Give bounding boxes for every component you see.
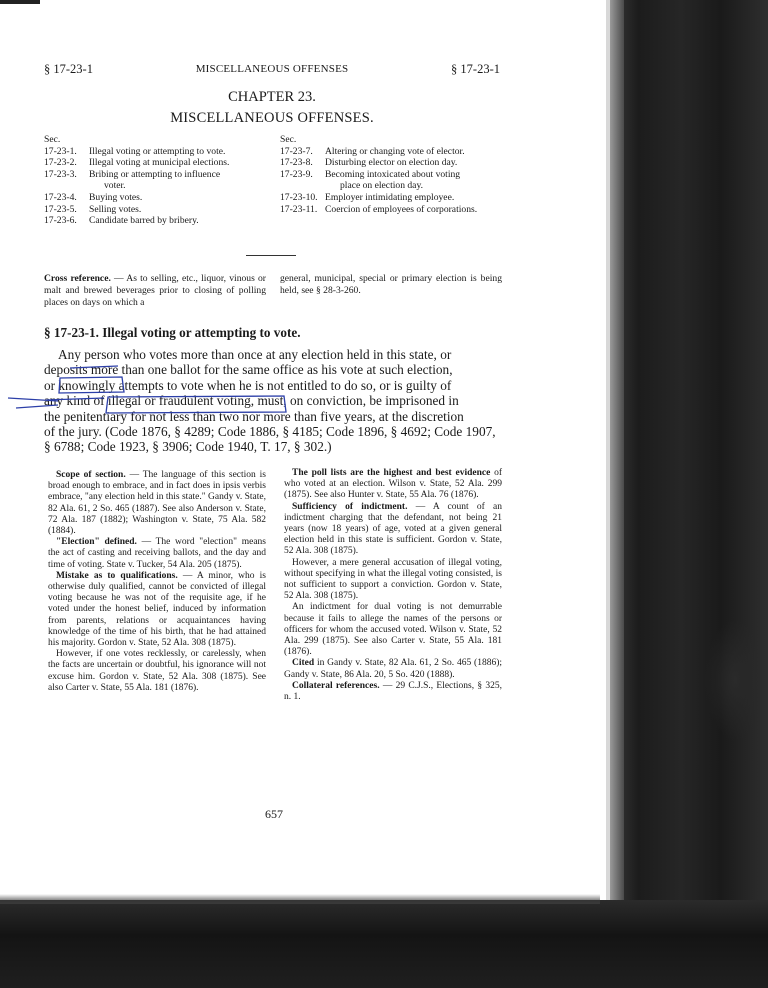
toc-entry-number: 17-23-6. (44, 215, 77, 227)
annotation-heading: Mistake as to qualifications. (56, 570, 178, 581)
toc-entry-title: Coercion of employees of corporations. (325, 203, 478, 215)
annotation-text: However, if one votes recklessly, or carelessly, when the facts are uncertain or doubtful, his ignorance will not excuse him. Gordon v. State, 52 Ala. 308 (1875). See also Carter v. State, 55 Ala. 181 (1876). (48, 649, 266, 693)
toc-entry-number: 17-23-2. (44, 157, 77, 169)
statute-line: any kind of illegal or fraudulent voting, must, on conviction, be imprisoned in (44, 393, 459, 409)
toc-entry-number: 17-23-1. (44, 145, 77, 157)
annotation-text: An indictment for dual voting is not demurrable because it fails to allege the names of the persons or officers for whom the accused voted. Wilson v. State, 52 Ala. 299 (1875). See also Carter v. State, 55 Ala. 181 (1876). (284, 602, 502, 658)
annotation-text: — A minor, who is otherwise duly qualified, cannot be convicted of illegal voting because he was not of the requisite age, if he voted under the honest belief, induced by information from parents, relations or acquaintances having knowledge of the time of his birth, that he had attained his majority. Gordon v. State, 52 Ala. 308 (1875). (48, 570, 266, 649)
section-heading: § 17-23-1. Illegal voting or attempting to vote. (44, 325, 301, 340)
statute-line: the penitentiary for not less than two nor more than five years, at the discretion (44, 408, 464, 424)
annotation-text: — 29 C.J.S., Elections, § 325, n. 1. (284, 680, 502, 703)
annotation-paragraph (48, 649, 266, 694)
cross-reference-label: Cross reference. (44, 273, 111, 284)
running-head-left: § 17-23-1 (44, 62, 93, 76)
annotation-paragraph (284, 602, 502, 658)
chapter-title: MISCELLANEOUS OFFENSES. (170, 110, 374, 126)
toc-entry-number: 17-23-8. (280, 157, 313, 169)
annotation-text: — The language of this section is broad enough to embrace, and in fact does in ipsis verbis embrace, "any election held in this state." Gandy v. State, 82 Ala. 61, 2 So. 465 (1887). See also Anderson v. State, 72 Ala. 187 (1882); Washington v. State, 75 Ala. 582 (1884). (48, 470, 266, 537)
toc-entry-continuation: voter. (104, 180, 126, 192)
toc-entry-number: 17-23-10. (280, 191, 318, 203)
annotation-heading: Collateral references. (292, 680, 380, 691)
toc-entry-continuation: place on election day. (340, 180, 424, 192)
annotation-paragraph (284, 468, 502, 502)
annotation-text: in Gandy v. State, 82 Ala. 61, 2 So. 465 (1886); Gandy v. State, 86 Ala. 20, 5 So. 420 (1888). (284, 658, 502, 680)
running-head-right: § 17-23-1 (451, 62, 500, 76)
toc-entry-title: Illegal voting at municipal elections. (89, 157, 230, 169)
scan-artifact-bottom (0, 900, 768, 988)
annotation-text: of who voted at an election. Wilson v. State, 52 Ala. 299 (1875). See also Hunter v. State, 55 Ala. 76 (1876). (284, 468, 502, 501)
annotation-paragraph (284, 681, 502, 703)
toc-entry-title: Altering or changing vote of elector. (325, 145, 465, 157)
annotation-heading: Sufficiency of indictment. (292, 501, 408, 512)
toc-entry-title: Illegal voting or attempting to vote. (89, 145, 226, 157)
annotation-text: — A count of an indictment charging that the defendant, not being 21 years (now 18 years) of age, voted at a given general election held in this state is sufficient. Gordon v. State, 52 Ala. 308 (1875). (284, 501, 502, 557)
toc-right-header: Sec. (280, 134, 297, 145)
annotation-heading: "Election" defined. (56, 537, 137, 548)
toc-entry-number: 17-23-3. (44, 168, 77, 180)
annotation-paragraph (284, 502, 502, 558)
pen-strike-any-kind (46, 398, 104, 400)
annotation-heading: Scope of section. (56, 470, 126, 480)
toc-entry-number: 17-23-11. (280, 203, 318, 215)
toc-entry-title: Bribing or attempting to influence (89, 168, 221, 180)
handwritten-annotation (0, 0, 606, 440)
chapter-number: CHAPTER 23. (228, 89, 316, 105)
statute-line: Any person who votes more than once at any election held in this state, or (58, 347, 452, 362)
cross-reference-text-right: general, municipal, special or primary election is being held, see § 28-3-260. (280, 273, 502, 296)
toc-entry-title: Candidate barred by bribery. (89, 215, 199, 227)
toc-entry-title: Buying votes. (89, 191, 143, 203)
annotation-text: — The word "election" means the act of casting and receiving ballots, and the day and time of voting. State v. Tucker, 54 Ala. 205 (1875). (48, 537, 266, 570)
pen-strike-deposits (70, 366, 118, 368)
annotation-heading: Cited (292, 658, 315, 669)
annotation-paragraph (284, 558, 502, 603)
scan-artifact-right (610, 0, 768, 988)
annotation-notes-left (48, 470, 266, 694)
toc-entry-number: 17-23-7. (280, 145, 313, 157)
pen-box-fraudulent (106, 396, 286, 413)
pen-box-knowingly (59, 377, 124, 393)
toc-left-header: Sec. (44, 134, 61, 145)
running-head-center: MISCELLANEOUS OFFENSES (195, 63, 349, 75)
toc-entry-number: 17-23-9. (280, 168, 313, 180)
toc-entry-title: Selling votes. (89, 203, 142, 215)
toc-entry-number: 17-23-4. (44, 191, 77, 203)
toc-entry-number: 17-23-5. (44, 203, 77, 215)
toc-entry-title: Disturbing elector on election day. (325, 157, 458, 169)
annotation-paragraph (48, 470, 266, 537)
statute-line: § 6788; Code 1923, § 3906; Code 1940, T. 17, § 302.) (44, 439, 332, 455)
pen-arrow-lower (16, 405, 58, 408)
statute-line: deposits more than one ballot for the same office as his vote at such election, (44, 362, 453, 378)
annotation-paragraph (48, 571, 266, 649)
annotation-paragraph (48, 537, 266, 571)
toc-entry-title: Becoming intoxicated about voting (325, 168, 461, 180)
statute-line: or knowingly attempts to vote when he is not entitled to do so, or is guilty of (44, 377, 452, 393)
page-number: 657 (265, 807, 283, 821)
annotation-text: However, a mere general accusation of illegal voting, without specifying in what the illegal voting consisted, is not sufficient to support a conviction. Gordon v. State, 52 Ala. 308 (1875). (284, 557, 502, 602)
annotation-paragraph (284, 658, 502, 680)
cross-reference-text-left: — As to selling, etc., liquor, vinous or malt and brewed beverages prior to closing of polling places on days on which a (44, 273, 266, 308)
statute-line: of the jury. (Code 1876, § 4289; Code 1886, § 4185; Code 1896, § 4692; Code 1907, (44, 424, 496, 440)
annotation-notes-right (284, 468, 502, 703)
toc-entry-title: Employer intimidating employee. (325, 191, 455, 203)
annotation-heading: The poll lists are the highest and best evidence (292, 468, 491, 478)
